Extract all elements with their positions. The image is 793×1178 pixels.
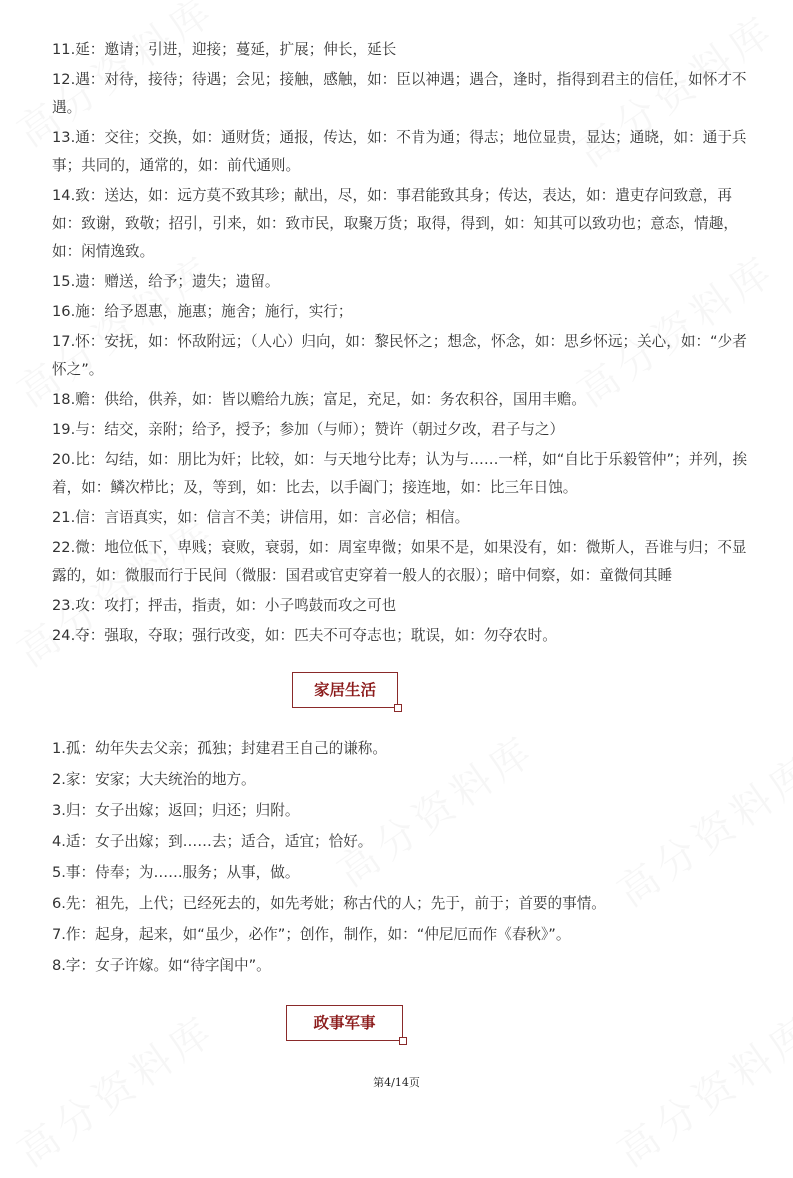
page-number: 第4/14页 bbox=[373, 1076, 420, 1089]
list-item: 15.遗：赠送，给予；遗失；遗留。 bbox=[52, 273, 280, 290]
corner-mark-icon bbox=[394, 704, 402, 712]
section-heading-politics-military bbox=[286, 1005, 403, 1041]
list-item: 14.致：送达，如：远方莫不致其珍；献出，尽，如：事君能致其身；传达，表达，如：遣吏存问致意，再如：致谢，致敬；招引，引来，如：致市民，取聚万货；取得，得到，如：知其可以致功也；意态，情趣，如：闲情逸致。 bbox=[52, 187, 738, 260]
list-item: 16.施：给予恩惠，施惠；施舍；施行，实行； bbox=[52, 303, 353, 320]
vocabulary-list-1 bbox=[52, 36, 752, 652]
list-item: 8.字：女子许嫁。如“待字闺中”。 bbox=[52, 957, 271, 974]
list-item: 11.延：邀请；引进，迎接；蔓延，扩展；伸长，延长 bbox=[52, 41, 397, 58]
corner-mark-icon bbox=[399, 1037, 407, 1045]
list-item: 6.先：祖先，上代；已经死去的，如先考妣；称古代的人；先于，前于；首要的事情。 bbox=[52, 895, 606, 912]
list-item: 19.与：结交，亲附；给予，授予；参加（与师）；赞许（朝过夕改，君子与之） bbox=[52, 421, 565, 438]
heading-text: 家居生活 bbox=[313, 681, 376, 699]
list-item: 23.攻：攻打；抨击，指责，如：小子鸣鼓而攻之可也 bbox=[52, 597, 397, 614]
list-item: 13.通：交往；交换，如：通财货；通报，传达，如：不肯为通；得志；地位显贵，显达；通晓，如：通于兵事；共同的，通常的，如：前代通则。 bbox=[52, 129, 747, 174]
list-item: 20.比：勾结，如：朋比为奸；比较，如：与天地兮比寿；认为与……一样，如“自比于乐毅管仲”；并列，挨着，如：鳞次栉比；及，等到，如：比去，以手阖门；接连地，如：比三年日蚀。 bbox=[52, 451, 748, 496]
list-item: 2.家：安家；大夫统治的地方。 bbox=[52, 771, 256, 788]
list-item: 5.事：侍奉；为……服务；从事，做。 bbox=[52, 864, 300, 881]
list-item: 24.夺：强取，夺取；强行改变，如：匹夫不可夺志也；耽误，如：勿夺农时。 bbox=[52, 627, 557, 644]
list-item: 12.遇：对待，接待；待遇；会见；接触，感触，如：臣以神遇；遇合，逢时，指得到君主的信任，如怀才不遇。 bbox=[52, 71, 747, 116]
list-item: 18.赡：供给，供养，如：皆以赡给九族；富足，充足，如：务农积谷，国用丰赡。 bbox=[52, 391, 586, 408]
list-item: 17.怀：安抚，如：怀敌附远；（人心）归向，如：黎民怀之；想念，怀念，如：思乡怀远；关心，如：“少者怀之”。 bbox=[52, 333, 747, 378]
section-heading-home-life bbox=[292, 672, 398, 708]
list-item: 3.归：女子出嫁；返回；归还；归附。 bbox=[52, 802, 300, 819]
vocabulary-list-2 bbox=[52, 734, 752, 982]
list-item: 7.作：起身，起来，如“虽少，必作”；创作，制作，如：“仲尼厄而作《春秋》”。 bbox=[52, 926, 571, 943]
list-item: 4.适：女子出嫁；到……去；适合，适宜；恰好。 bbox=[52, 833, 373, 850]
heading-text: 政事军事 bbox=[313, 1014, 376, 1032]
list-item: 1.孤：幼年失去父亲；孤独；封建君王自己的谦称。 bbox=[52, 740, 387, 757]
list-item: 22.微：地位低下，卑贱；衰败，衰弱，如：周室卑微；如果不是，如果没有，如：微斯人，吾谁与归；不显露的，如：微服而行于民间（微服：国君或官吏穿着一般人的衣服）；暗中伺察，如：童微伺其睡 bbox=[52, 539, 747, 584]
list-item: 21.信：言语真实，如：信言不美；讲信用，如：言必信；相信。 bbox=[52, 509, 470, 526]
